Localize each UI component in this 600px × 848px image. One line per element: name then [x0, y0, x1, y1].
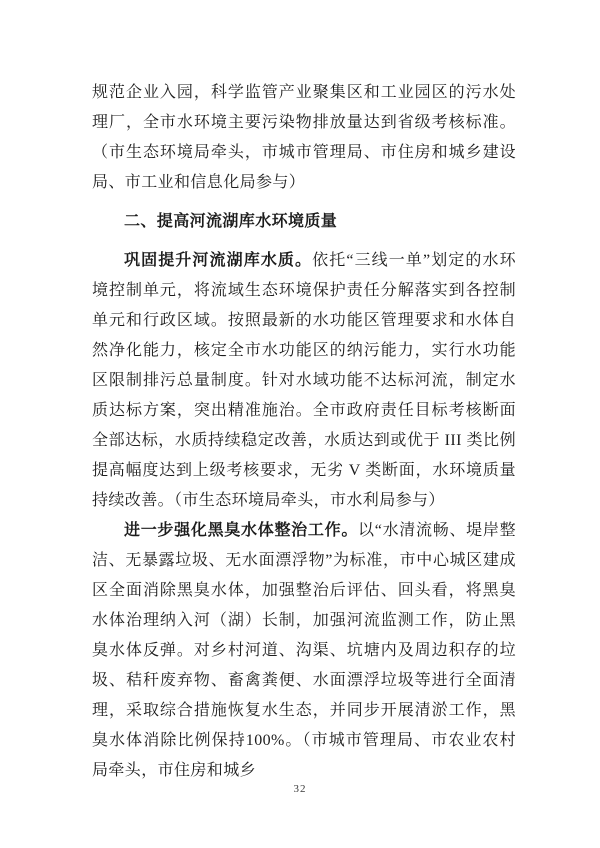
paragraph — [92, 78, 516, 198]
page-number: 32 — [293, 783, 307, 795]
section-heading — [92, 207, 516, 237]
paragraph — [92, 246, 516, 516]
paragraph — [92, 516, 516, 786]
paragraph-lead-bold: 巩固提升河流湖库水质。 — [124, 252, 313, 269]
paragraph-text: 以“水清流畅、堤岸整洁、无暴露垃圾、无水面漂浮物”为标准，市中心城区建成区全面消除黑臭水体，加强整治后评估、回头看，将黑臭水体治理纳入河（湖）长制，加强河流监测工作，防止黑臭水体反弹。对乡村河道、沟渠、坑塘内及周边积存的垃圾、秸秆废弃物、畜禽粪便、水面漂浮垃圾等进行全面清理，采取综合措施恢复水生态，并同步开展清淤工作，黑臭水体消除比例保持100%。（市城市管理局、市农业农村局牵头，市住房和城乡 — [92, 522, 516, 779]
paragraph-text: 依托“三线一单”划定的水环境控制单元，将流域生态环境保护责任分解落实到各控制单元和行政区域。按照最新的水功能区管理要求和水体自然净化能力，核定全市水功能区的纳污能力，实行水功能区限制排污总量制度。针对水域功能不达标河流，制定水质达标方案，突出精准施治。全市政府责任目标考核断面全部达标，水质持续稳定改善，水质达到或优于 III 类比例提高幅度达到上级考核要求，无劣 V 类断面，水环境质量持续改善。（市生态环境局牵头，市水利局参与） — [92, 252, 517, 509]
page-body — [92, 78, 516, 786]
paragraph-text: 规范企业入园，科学监管产业聚集区和工业园区的污水处理厂，全市水环境主要污染物排放量达到省级考核标准。（市生态环境局牵头，市城市管理局、市住房和城乡建设局、市工业和信息化局参与） — [92, 84, 516, 191]
paragraph-lead-bold: 二、提高河流湖库水环境质量 — [124, 213, 338, 230]
paragraph-lead-bold: 进一步强化黑臭水体整治工作。 — [124, 522, 359, 539]
